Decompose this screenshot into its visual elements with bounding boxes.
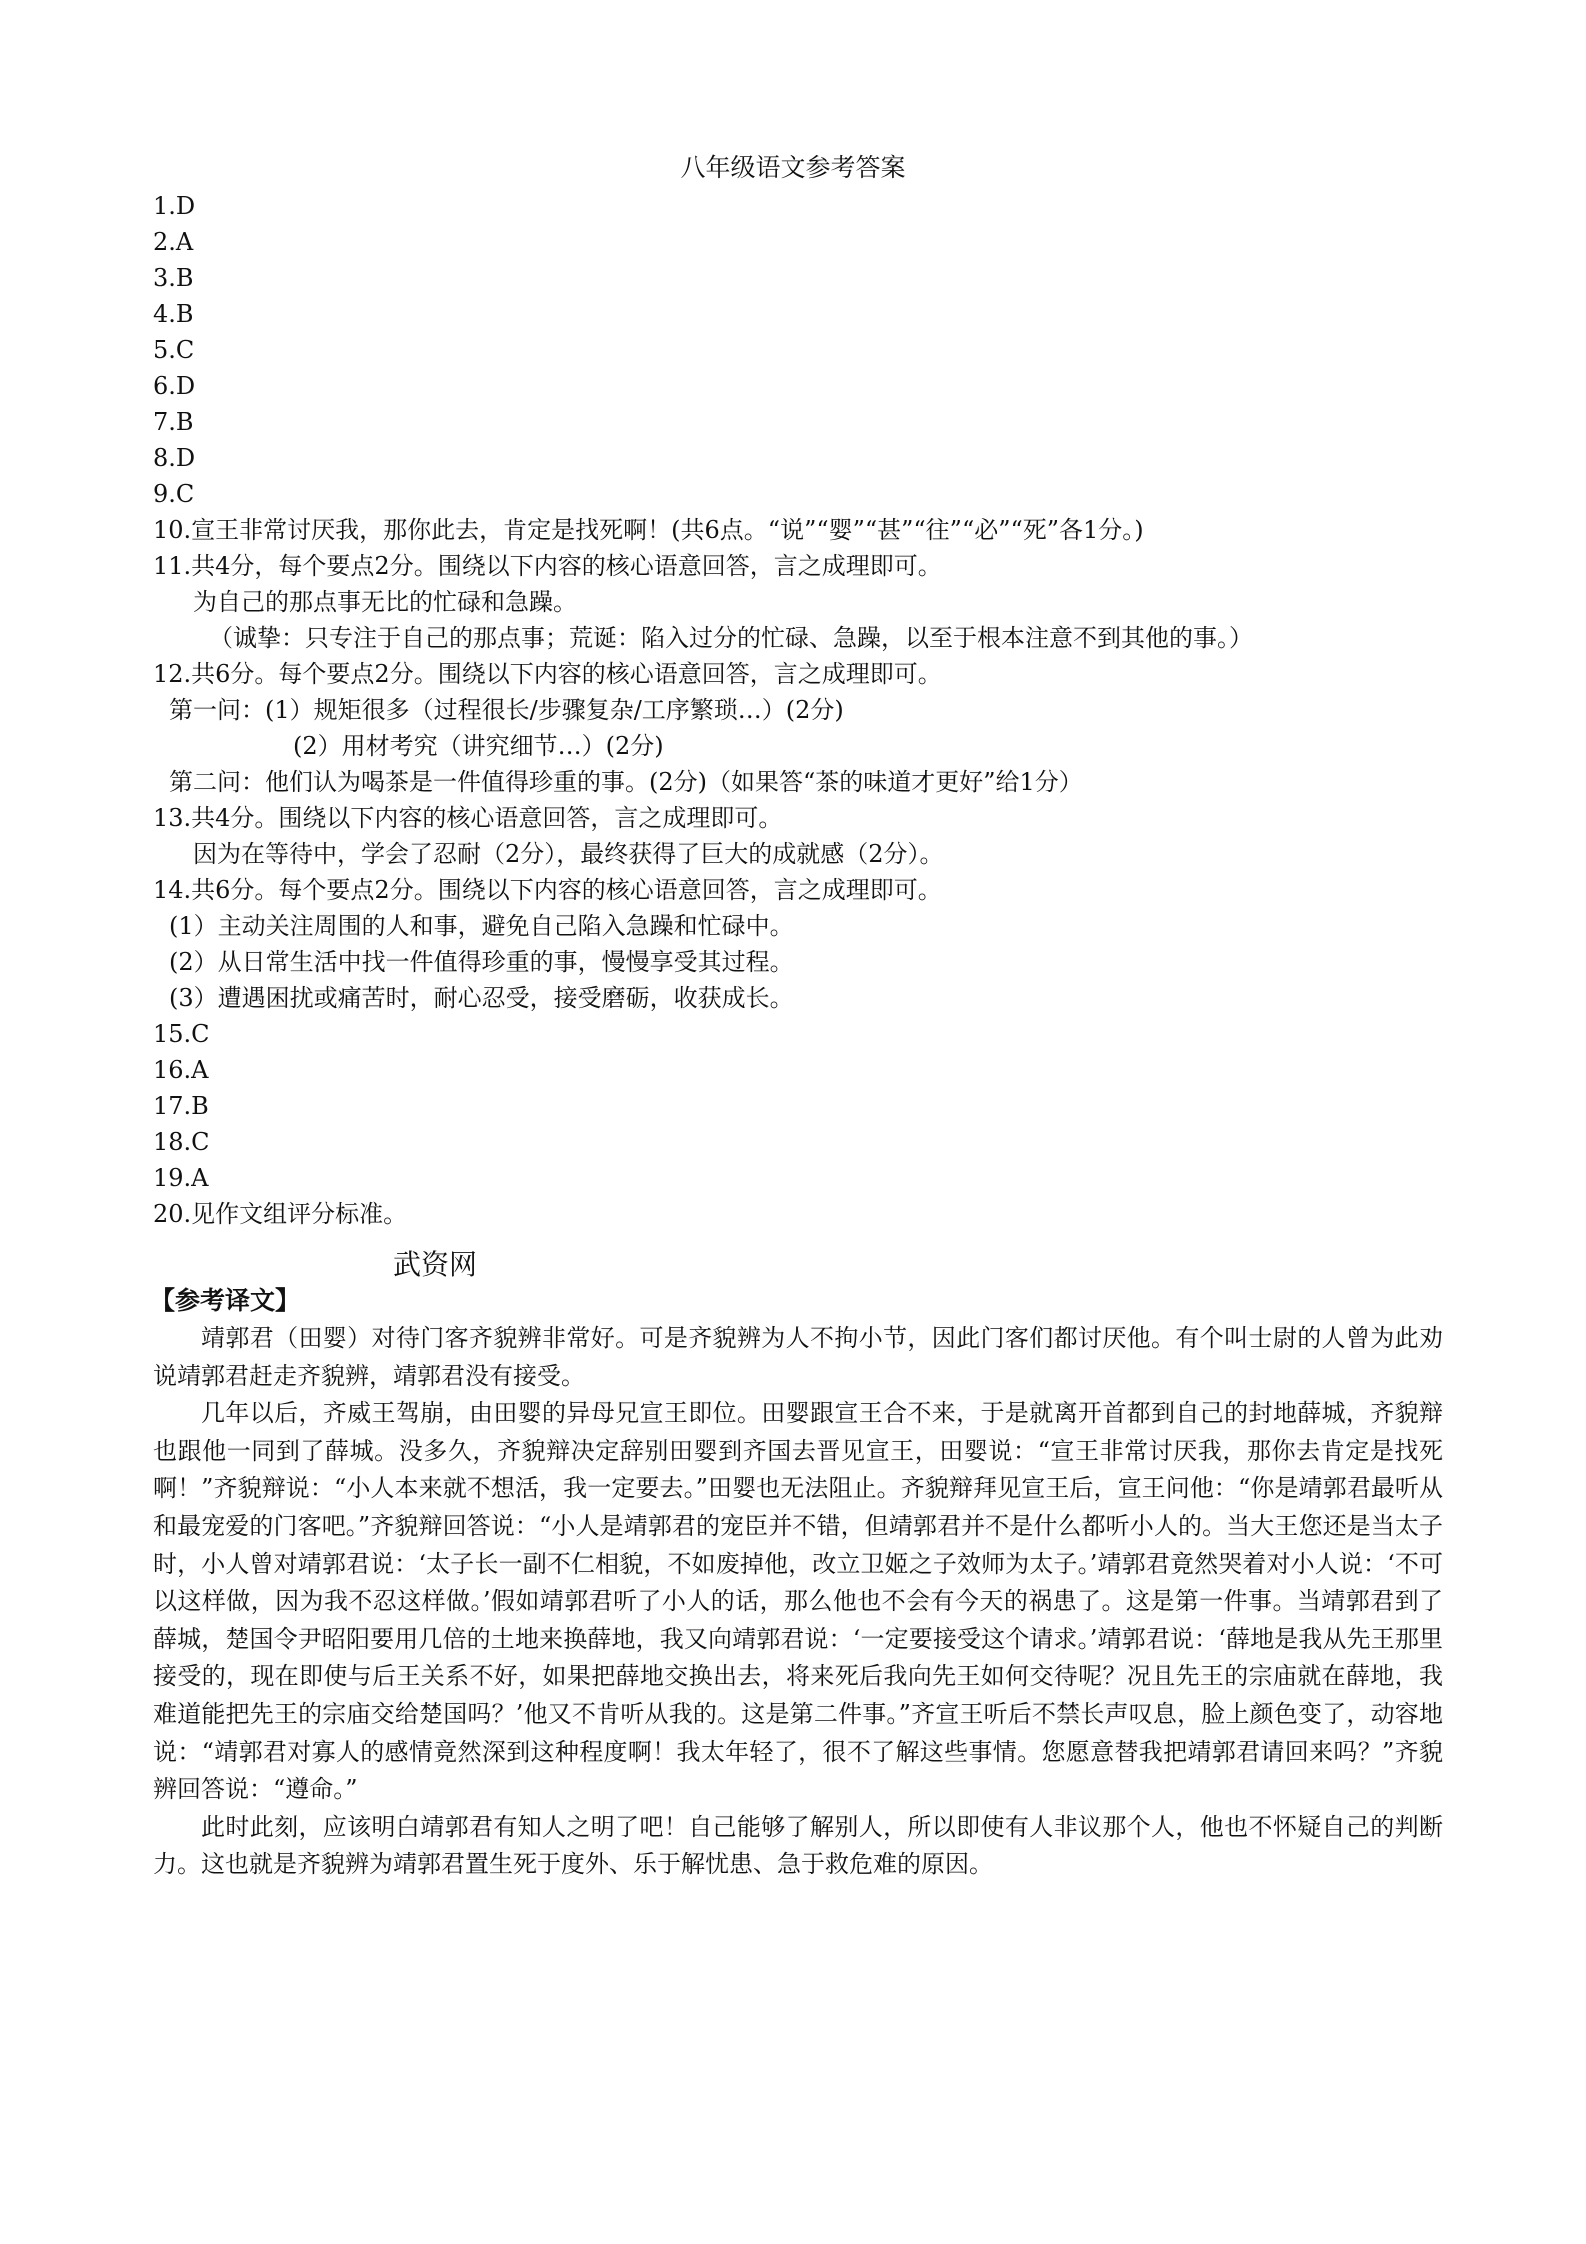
answer-line: 8.D bbox=[153, 444, 196, 472]
answer-point: (1）主动关注周围的人和事，避免自己陷入急躁和忙碌中。 bbox=[169, 912, 794, 940]
answer-line: 2.A bbox=[153, 228, 194, 256]
answer-point: (3）遭遇困扰或痛苦时，耐心忍受，接受磨砺，收获成长。 bbox=[169, 984, 794, 1012]
answer-line: 12.共6分。每个要点2分。围绕以下内容的核心语意回答，言之成理即可。 bbox=[153, 660, 942, 688]
site-watermark-text: 武资网 bbox=[393, 1248, 478, 1281]
answer-note: （诚挚：只专注于自己的那点事；荒诞：陷入过分的忙碌、急躁，以至于根本注意不到其他的事。） bbox=[209, 624, 1253, 652]
answer-point: 第二问：他们认为喝茶是一件值得珍重的事。(2分)（如果答“茶的味道才更好”给1分） bbox=[169, 768, 1083, 796]
translation-heading: 【参考译文】 bbox=[150, 1286, 301, 1315]
translation-paragraph: 几年以后，齐威王驾崩，由田婴的异母兄宣王即位。田婴跟宣王合不来，于是就离开首都到自己的封地薛城，齐貌辩也跟他一同到了薛城。没多久，齐貌辩决定辞别田婴到齐国去晋见宣王，田婴说：“宣王非常讨厌我，那你去肯定是找死啊！”齐貌辩说：“小人本来就不想活，我一定要去。”田婴也无法阻止。齐貌辩拜见宣王后，宣王问他：“你是靖郭君最听从和最宠爱的门客吧。”齐貌辩回答说：“小人是靖郭君的宠臣并不错，但靖郭君并不是什么都听小人的。当大王您还是当太子时，小人曾对靖郭君说：‘太子长一副不仁相貌，不如废掉他，改立卫姬之子效师为太子。’靖郭君竟然哭着对小人说：‘不可以这样做，因为我不忍这样做。’假如靖郭君听了小人的话，那么他也不会有今天的祸患了。这是第一件事。当靖郭君到了薛城，楚国令尹昭阳要用几倍的土地来换薛地，我又向靖郭君说：‘一定要接受这个请求。’靖郭君说：‘薛地是我从先王那里接受的，现在即使与后王关系不好，如果把薛地交换出去，将来死后我向先王如何交待呢？况且先王的宗庙就在薛地，我难道能把先王的宗庙交给楚国吗？’他又不肯听从我的。这是第二件事。”齐宣王听后不禁长声叹息，脸上颜色变了，动容地说：“靖郭君对寡人的感情竟然深到这种程度啊！我太年轻了，很不了解这些事情。您愿意替我把靖郭君请回来吗？”齐貌辨回答说：“遵命。” bbox=[153, 1399, 1443, 1804]
answer-line: 6.D bbox=[153, 372, 196, 400]
answer-line: 7.B bbox=[153, 408, 194, 436]
translation-paragraph: 此时此刻，应该明白靖郭君有知人之明了吧！自己能够了解别人，所以即使有人非议那个人，他也不怀疑自己的判断力。这也就是齐貌辨为靖郭君置生死于度外、乐于解忧患、急于救危难的原因。 bbox=[153, 1812, 1443, 1879]
answer-line: 10.宣王非常讨厌我，那你此去，肯定是找死啊！(共6点。“说”“婴”“甚”“往”“必”“死”各1分。) bbox=[153, 516, 1144, 544]
answer-line: 17.B bbox=[153, 1092, 209, 1120]
answer-line: 18.C bbox=[153, 1128, 210, 1156]
translation-paragraph: 靖郭君（田婴）对待门客齐貌辨非常好。可是齐貌辨为人不拘小节，因此门客们都讨厌他。有个叫士尉的人曾为此劝说靖郭君赶走齐貌辨，靖郭君没有接受。 bbox=[153, 1324, 1443, 1390]
answer-point: (2）用材考究（讲究细节…）(2分) bbox=[293, 732, 664, 760]
answer-line: 14.共6分。每个要点2分。围绕以下内容的核心语意回答，言之成理即可。 bbox=[153, 876, 942, 904]
page-title: 八年级语文参考答案 bbox=[680, 153, 906, 182]
answer-line: 16.A bbox=[153, 1056, 209, 1084]
answer-line: 19.A bbox=[153, 1164, 209, 1192]
answer-list bbox=[153, 188, 1453, 1232]
answer-point: 为自己的那点事无比的忙碌和急躁。 bbox=[193, 588, 577, 616]
answer-point: 因为在等待中，学会了忍耐（2分），最终获得了巨大的成就感（2分）。 bbox=[193, 840, 944, 868]
answer-point: (2）从日常生活中找一件值得珍重的事，慢慢享受其过程。 bbox=[169, 948, 794, 976]
answer-line: 11.共4分，每个要点2分。围绕以下内容的核心语意回答，言之成理即可。 bbox=[153, 552, 942, 580]
answer-line: 13.共4分。围绕以下内容的核心语意回答，言之成理即可。 bbox=[153, 804, 783, 832]
answer-line: 15.C bbox=[153, 1020, 210, 1048]
translation-body bbox=[153, 1320, 1443, 1884]
answer-point: 第一问：(1）规矩很多（过程很长/步骤复杂/工序繁琐…）(2分) bbox=[169, 696, 844, 724]
answer-line: 1.D bbox=[153, 192, 196, 220]
answer-line: 20.见作文组评分标准。 bbox=[153, 1200, 408, 1228]
answer-line: 3.B bbox=[153, 264, 194, 292]
answer-line: 5.C bbox=[153, 336, 195, 364]
answer-line: 9.C bbox=[153, 480, 195, 508]
answer-line: 4.B bbox=[153, 300, 194, 328]
